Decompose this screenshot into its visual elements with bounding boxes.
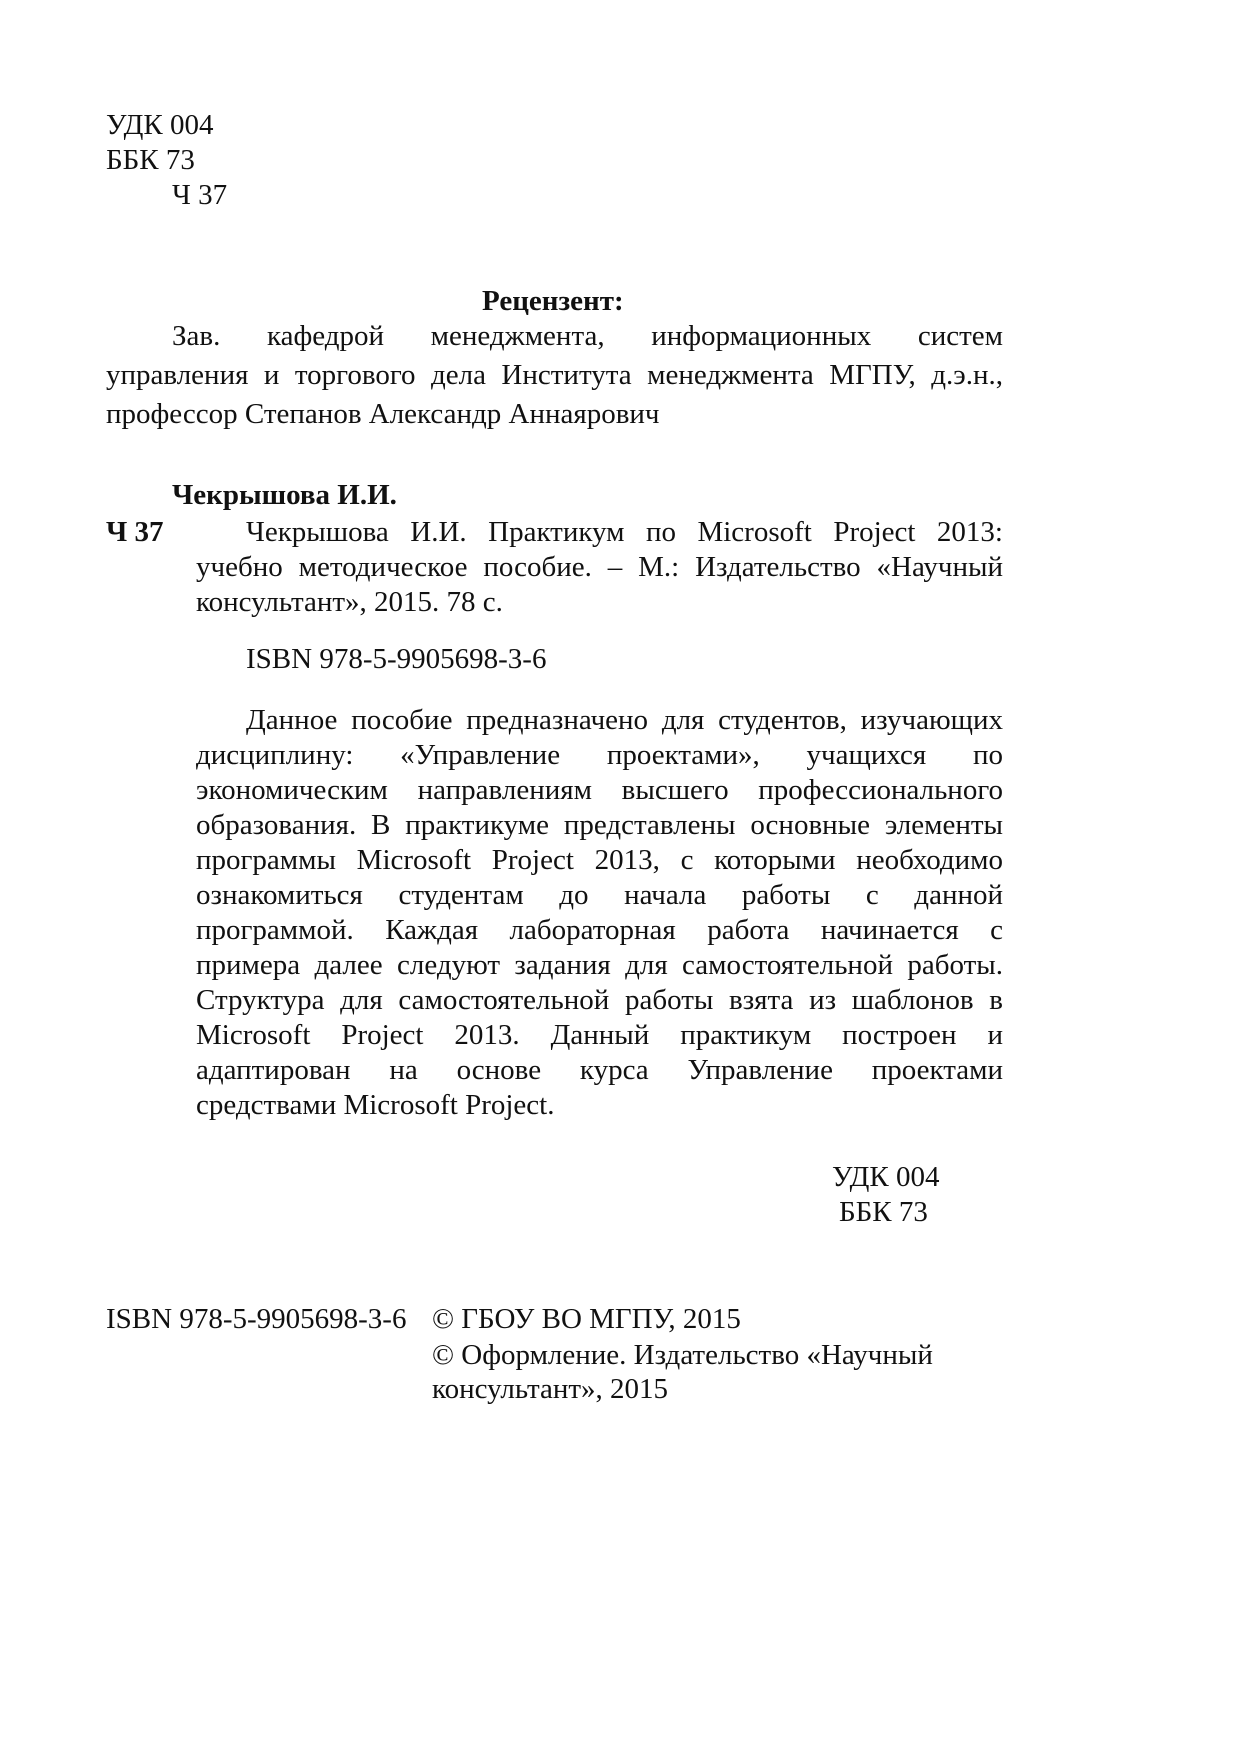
citation-line-1: Чекрышова И.И. Практикум по Microsoft Project 2013: xyxy=(246,516,1003,548)
abstract-line: экономическим направлениям высшего профессионального xyxy=(196,774,1003,806)
abstract-line: ознакомиться студентам до начала работы с данной xyxy=(196,879,1003,911)
reviewer-line-2: управления и торгового дела Института менеджмента МГПУ, д.э.н., xyxy=(106,359,1003,391)
author-mark: Ч 37 xyxy=(172,179,228,211)
bibliography-mark: Ч 37 xyxy=(106,516,164,548)
abstract-line: Данное пособие предназначено для студентов, изучающих xyxy=(246,704,1003,736)
abstract-line: Структура для самостоятельной работы взята из шаблонов в xyxy=(196,984,1003,1016)
classification-bbk: ББК 73 xyxy=(839,1196,928,1228)
udk-code: УДК 004 xyxy=(106,109,214,141)
abstract-line: примера далее следуют задания для самостоятельной работы. xyxy=(196,949,1003,981)
classification-udk: УДК 004 xyxy=(832,1161,940,1193)
abstract-line: программой. Каждая лабораторная работа начинается с xyxy=(196,914,1003,946)
reviewer-line-1: Зав. кафедрой менеджмента, информационных систем xyxy=(172,320,1003,352)
citation-line-2: учебно методическое пособие. – М.: Издательство «Научный xyxy=(196,551,1003,583)
imprint-isbn: ISBN 978-5-9905698-3-6 xyxy=(106,1303,407,1335)
copyright-line-3: консультант», 2015 xyxy=(432,1373,669,1405)
reviewer-line-3: профессор Степанов Александр Аннаярович xyxy=(106,398,660,430)
abstract-line: программы Microsoft Project 2013, с которыми необходимо xyxy=(196,844,1003,876)
citation-line-3: консультант», 2015. 78 с. xyxy=(196,586,503,618)
bibliography-isbn: ISBN 978-5-9905698-3-6 xyxy=(246,643,547,675)
reviewer-heading: Рецензент: xyxy=(482,285,624,317)
abstract-line: адаптирован на основе курса Управление проектами xyxy=(196,1054,1003,1086)
bbk-code: ББК 73 xyxy=(106,144,195,176)
abstract-line: дисциплину: «Управление проектами», учащихся по xyxy=(196,739,1003,771)
abstract-paragraph xyxy=(196,701,1003,1125)
abstract-line: образования. В практикуме представлены основные элементы xyxy=(196,809,1003,841)
abstract-line: Microsoft Project 2013. Данный практикум построен и xyxy=(196,1019,1003,1051)
bibliography-author: Чекрышова И.И. xyxy=(172,479,397,511)
copyright-line-1: © ГБОУ ВО МГПУ, 2015 xyxy=(432,1303,741,1335)
abstract-line: средствами Microsoft Project. xyxy=(196,1089,555,1121)
copyright-line-2: © Оформление. Издательство «Научный xyxy=(432,1339,933,1371)
